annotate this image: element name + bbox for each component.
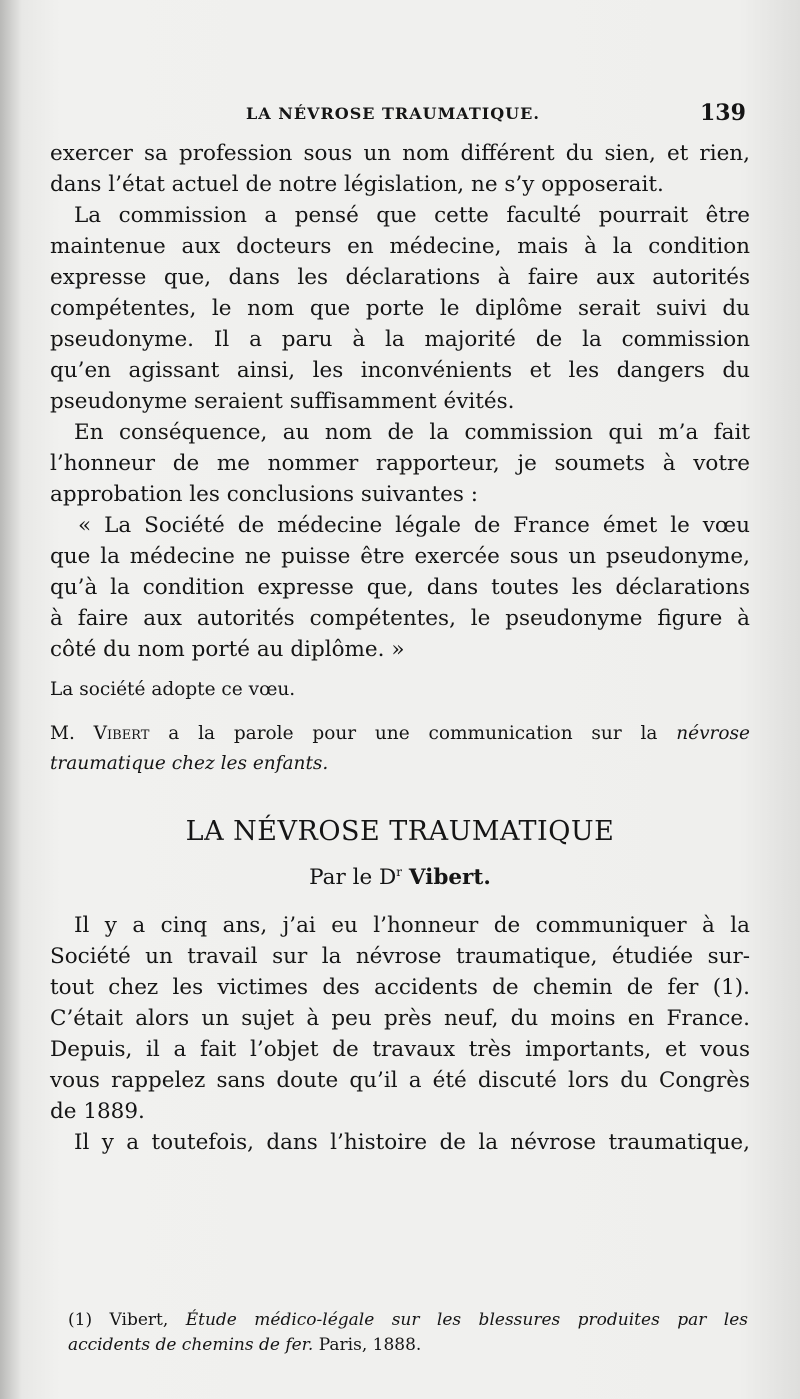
footnote-line bbox=[68, 1308, 748, 1333]
text-line: tout chez les victimes des accidents de chemin de fer (1). bbox=[50, 975, 750, 1000]
page-number: 139 bbox=[700, 100, 746, 126]
note-italic-2: traumatique chez les enfants. bbox=[50, 753, 329, 774]
text-line: En conséquence, au nom de la commission qui m’a fait bbox=[74, 420, 750, 445]
note-text: a la parole pour une communication sur la bbox=[168, 723, 658, 744]
text-line: C’était alors un sujet à peu près neuf, du moins en France. bbox=[50, 1006, 750, 1031]
footnote-marker: (1) bbox=[68, 1310, 93, 1330]
note-prefix: M. bbox=[50, 723, 75, 744]
text-line: pseudonyme. Il a paru à la majorité de la commission bbox=[50, 327, 750, 352]
vibert-note bbox=[50, 719, 750, 749]
text-line: qu’en agissant ainsi, les inconvénients et les dangers du bbox=[50, 358, 750, 383]
text-line: à faire aux autorités compétentes, le pseudonyme figure à bbox=[50, 606, 750, 631]
text-line: l’honneur de me nommer rapporteur, je soumets à votre bbox=[50, 451, 750, 476]
vibert-note-cont bbox=[50, 749, 750, 779]
quoted-resolution bbox=[50, 510, 750, 665]
paragraph-2 bbox=[50, 200, 750, 417]
text-line: Depuis, il a fait l’objet de travaux très importants, et vous bbox=[50, 1037, 750, 1062]
footnote-line bbox=[68, 1333, 748, 1358]
text-line: Il y a toutefois, dans l’histoire de la névrose traumatique, bbox=[74, 1130, 750, 1155]
byline-prefix: Par le D bbox=[309, 865, 397, 890]
note-italic: névrose bbox=[676, 723, 750, 744]
text-line: maintenue aux docteurs en médecine, mais à la condition bbox=[50, 234, 750, 259]
text-line: expresse que, dans les déclarations à faire aux autorités bbox=[50, 265, 750, 290]
byline bbox=[50, 858, 750, 898]
body-text bbox=[50, 138, 750, 1158]
running-title: LA NÉVROSE TRAUMATIQUE. bbox=[246, 104, 540, 123]
footnote-place: Paris, 1888. bbox=[318, 1335, 422, 1355]
paragraph-1 bbox=[50, 138, 750, 200]
paragraph-3 bbox=[50, 417, 750, 510]
byline-name: Vibert. bbox=[408, 865, 491, 890]
page-header bbox=[0, 100, 800, 130]
text-line: que la médecine ne puisse être exercée sous un pseudonyme, bbox=[50, 544, 750, 569]
text-line: La commission a pensé que cette faculté pourrait être bbox=[74, 203, 750, 228]
footnote-title: Étude médico-légale sur les blessures produites par les bbox=[185, 1310, 749, 1330]
text-line: Société un travail sur la névrose traumatique, étudiée sur- bbox=[50, 944, 750, 969]
paragraph-5 bbox=[50, 1127, 750, 1158]
paragraph-4 bbox=[50, 910, 750, 1127]
text-line: exercer sa profession sous un nom différent du sien, et rien, bbox=[50, 141, 750, 166]
text-line: approbation les conclusions suivantes : bbox=[50, 482, 478, 507]
text-line: qu’à la condition expresse que, dans toutes les déclarations bbox=[50, 575, 750, 600]
footnote bbox=[68, 1308, 748, 1358]
text-line: Il y a cinq ans, j’ai eu l’honneur de communiquer à la bbox=[74, 913, 750, 938]
text-line: côté du nom porté au diplôme. » bbox=[50, 637, 405, 662]
note-name: Vibert bbox=[93, 723, 150, 744]
text-line: vous rappelez sans doute qu’il a été discuté lors du Congrès bbox=[50, 1068, 750, 1093]
text-line: « La Société de médecine légale de France émet le vœu bbox=[78, 513, 750, 538]
section-title: LA NÉVROSE TRAUMATIQUE bbox=[185, 816, 615, 847]
text-line: pseudonyme seraient suffisamment évités. bbox=[50, 389, 515, 414]
minutes-block bbox=[50, 675, 750, 779]
text-line: dans l’état actuel de notre législation, ne s’y opposerait. bbox=[50, 172, 664, 197]
text-line: de 1889. bbox=[50, 1099, 145, 1124]
adoption-note: La société adopte ce vœu. bbox=[50, 679, 296, 700]
footnote-author: Vibert, bbox=[109, 1310, 169, 1330]
footnote-title-cont: accidents de chemins de fer. bbox=[68, 1335, 314, 1355]
byline-sup: r bbox=[396, 864, 403, 879]
text-line: compétentes, le nom que porte le diplôme serait suivi du bbox=[50, 296, 750, 321]
